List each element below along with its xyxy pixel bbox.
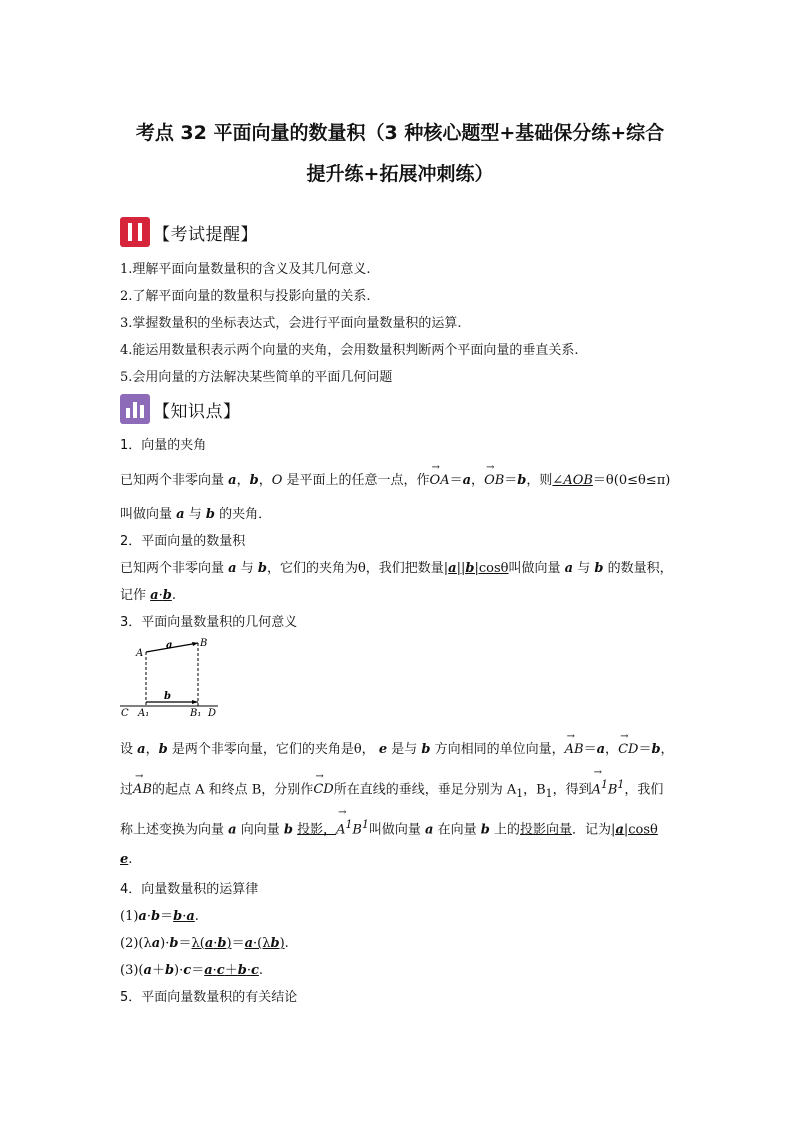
- label-a: a: [166, 640, 173, 651]
- definition-dot-line1: 已知两个非零向量 a 与 b，它们的夹角为θ，我们把数量|a||b|cosθ叫做向量 a 与 b 的数量积，: [120, 561, 673, 576]
- exam-item: 2.了解平面向量的数量积与投影向量的关系.: [120, 289, 371, 304]
- subsection-heading: 4．向量数量积的运算律: [120, 882, 259, 897]
- page-title-line1: 考点 32 平面向量的数量积（3 种核心题型+基础保分练+综合: [135, 122, 665, 144]
- definition-dot-line2: 记作 a·b.: [120, 588, 176, 603]
- projection-line1: 设 a，b 是两个非零向量，它们的夹角是θ， e 是与 b 方向相同的单位向量，→ AB＝a，→ CD＝b，: [120, 738, 674, 757]
- law-scalar: (2)(λa)·b＝λ(a·b)＝a·(λb).: [120, 936, 289, 951]
- projection-diagram: [118, 636, 228, 720]
- label-b: b: [164, 691, 171, 702]
- exam-item: 5.会用向量的方法解决某些简单的平面几何问题: [120, 370, 393, 385]
- projection-line2: 过→ AB的起点 A 和终点 B，分别作→ CD所在直线的垂线，垂足分别为 $A_1$，$B_1$，得到→ $A^1B^1$，我们: [120, 778, 663, 800]
- label-A1: A₁: [138, 708, 150, 719]
- bar-chart-icon: [120, 394, 150, 424]
- exam-reminder-label: 【考试提醒】: [153, 224, 258, 245]
- definition-angle-line1: 已知两个非零向量 a，b，O 是平面上的任意一点，作→ OA＝a，→ OB＝b，则∠AOB＝θ(0≤θ≤π): [120, 469, 670, 488]
- exam-reminder-heading: [120, 216, 258, 248]
- label-B: B: [200, 638, 208, 649]
- exam-item: 4.能运用数量积表示两个向量的夹角，会用数量积判断两个平面向量的垂直关系.: [120, 343, 579, 358]
- label-C: C: [121, 708, 129, 719]
- projection-line4: e.: [120, 852, 133, 867]
- knowledge-heading: [120, 393, 241, 425]
- definition-angle-line2: 叫做向量 a 与 b 的夹角．: [120, 507, 272, 522]
- page-title-line2: 提升练+拓展冲刺练）: [306, 163, 494, 185]
- label-B1: B₁: [190, 708, 202, 719]
- projection-line3: 称上述变换为向量 a 向向量 b 投影，→ $A^1B^1$叫做向量 a 在向量 b 上的投影向量．记为|a|cosθ: [120, 818, 658, 837]
- subsection-heading: 1．向量的夹角: [120, 438, 207, 453]
- subsection-heading: 3．平面向量数量积的几何意义: [120, 615, 298, 630]
- label-A: A: [136, 648, 144, 659]
- label-D: D: [208, 708, 217, 719]
- pause-bars-icon: [120, 217, 150, 247]
- subsection-heading: 2．平面向量的数量积: [120, 534, 246, 549]
- subsection-heading: 5．平面向量数量积的有关结论: [120, 990, 298, 1005]
- knowledge-label: 【知识点】: [153, 401, 241, 422]
- law-commutative: (1)a·b＝b·a.: [120, 909, 199, 924]
- law-distributive: (3)(a＋b)·c＝a·c＋b·c.: [120, 963, 264, 978]
- exam-item: 1.理解平面向量数量积的含义及其几何意义.: [120, 262, 371, 277]
- exam-item: 3.掌握数量积的坐标表达式，会进行平面向量数量积的运算.: [120, 316, 462, 331]
